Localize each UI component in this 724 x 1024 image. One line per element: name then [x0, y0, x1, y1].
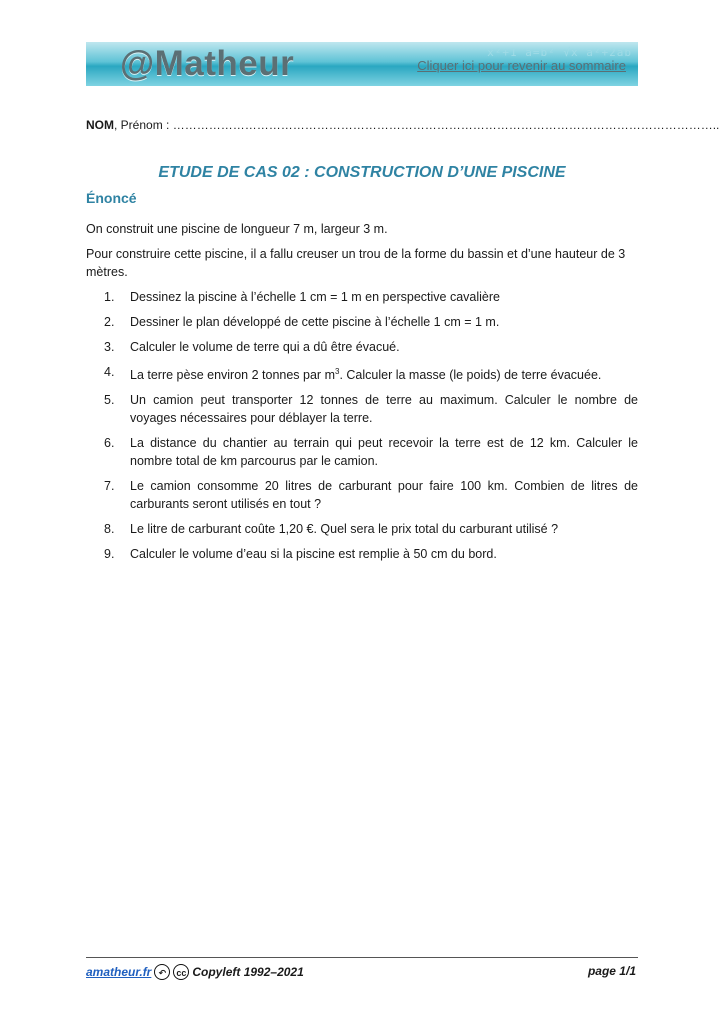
question-text: Dessinez la piscine à l’échelle 1 cm = 1 m en perspective cavalière — [130, 290, 500, 304]
question-number: 2. — [104, 315, 115, 329]
question-text: Dessiner le plan développé de cette piscine à l’échelle 1 cm = 1 m. — [130, 315, 500, 329]
copyleft-text: Copyleft 1992–2021 — [192, 965, 304, 979]
footer-left — [86, 964, 304, 980]
copyleft-icon: ↶ — [154, 964, 170, 980]
back-to-summary-link[interactable]: Cliquer ici pour revenir au sommaire — [417, 58, 626, 73]
question-number: 5. — [104, 393, 115, 408]
banner-math-decor: x²+1 a=b² √x a²+2ab — [487, 46, 632, 59]
question-number: 1. — [104, 290, 115, 304]
question-list — [86, 288, 638, 570]
question-number: 9. — [104, 547, 115, 562]
question-text-b: . Calculer la masse (le poids) de terre évacuée. — [339, 368, 602, 383]
page-title: ETUDE DE CAS 02 : CONSTRUCTION D’UNE PISCINE — [158, 164, 566, 181]
intro-paragraph-2: Pour construire cette piscine, il a fallu creuser un trou de la forme du bassin et d’une hauteur de 3 mètres. — [86, 247, 626, 279]
question-item — [86, 363, 638, 384]
prenom-dots: , Prénom : ……………………………………………………………………………………………………………………….. — [114, 118, 720, 132]
question-item — [86, 477, 638, 513]
footer-divider — [86, 957, 638, 958]
name-field-line — [86, 118, 720, 132]
question-item — [86, 545, 638, 563]
header-banner — [86, 42, 638, 86]
question-text: Calculer le volume d’eau si la piscine est remplie à 50 cm du bord. — [130, 547, 497, 562]
intro-paragraph-1: On construit une piscine de longueur 7 m, largeur 3 m. — [86, 222, 388, 236]
question-number: 6. — [104, 436, 115, 451]
question-text: Un camion peut transporter 12 tonnes de terre au maximum. Calculer le nombre de voyages nécessaires pour déblayer la terre. — [130, 393, 638, 426]
question-item — [86, 338, 638, 356]
question-item — [86, 520, 638, 538]
question-number: 7. — [104, 479, 115, 494]
creative-commons-icon: cc — [173, 964, 189, 980]
question-item — [86, 391, 638, 427]
question-text: Le litre de carburant coûte 1,20 €. Quel sera le prix total du carburant utilisé ? — [130, 522, 559, 537]
section-heading: Énoncé — [86, 190, 137, 206]
nom-label: NOM — [86, 118, 114, 132]
question-item — [86, 313, 638, 331]
page-number: page 1/1 — [587, 964, 636, 978]
site-logo: @Matheur — [120, 44, 295, 83]
question-item — [86, 288, 638, 306]
question-number: 3. — [104, 340, 115, 354]
question-number: 4. — [104, 365, 115, 379]
question-item — [86, 434, 638, 470]
question-text: Le camion consomme 20 litres de carburant pour faire 100 km. Combien de litres de carburants seront utilisés en tout ? — [130, 479, 638, 512]
question-text: Calculer le volume de terre qui a dû être évacué. — [130, 340, 400, 354]
site-link[interactable]: amatheur.fr — [86, 965, 152, 979]
exponent: 3 — [334, 367, 340, 376]
question-text: La distance du chantier au terrain qui peut recevoir la terre est de 12 km. Calculer le nombre total de km parcourus par le camion. — [130, 436, 638, 469]
question-number: 8. — [104, 522, 115, 537]
question-text-a: La terre pèse environ 2 tonnes par m — [130, 368, 335, 383]
